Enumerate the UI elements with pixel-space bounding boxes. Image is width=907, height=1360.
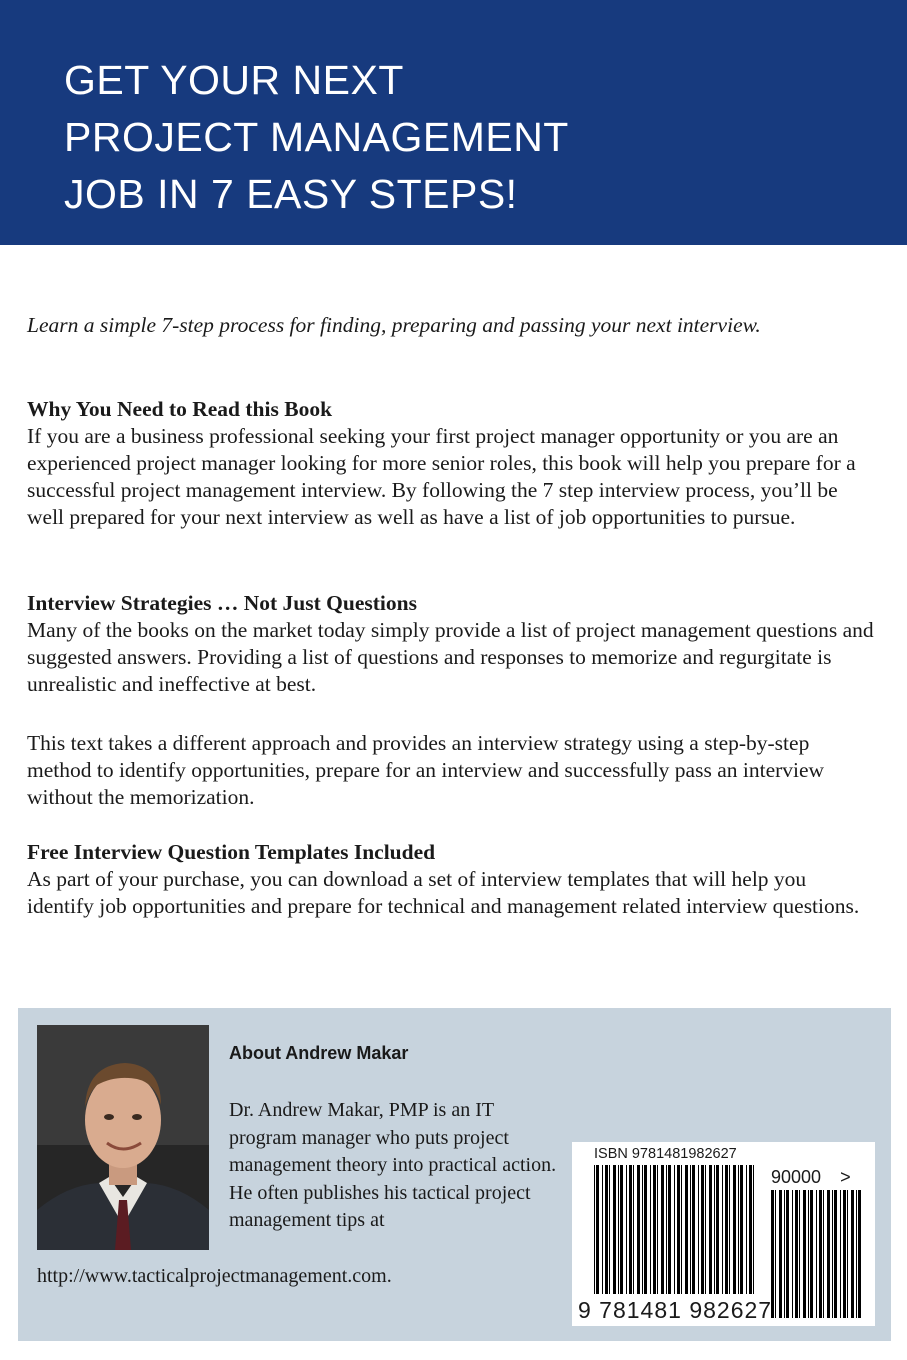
barcode-bar — [701, 1165, 704, 1294]
barcode-bar — [674, 1165, 675, 1294]
barcode-bar — [799, 1190, 800, 1318]
barcode-bar — [733, 1165, 736, 1294]
barcode-bar — [749, 1165, 752, 1294]
barcode-bar — [779, 1190, 782, 1318]
barcode-bar — [605, 1165, 608, 1294]
barcode-bar — [753, 1165, 754, 1294]
barcode-bar — [618, 1165, 619, 1294]
barcode-bar — [609, 1165, 610, 1294]
barcode-bar — [738, 1165, 739, 1294]
about-author-heading: About Andrew Makar — [229, 1043, 409, 1063]
barcode-bar — [657, 1165, 658, 1294]
barcode-bar — [650, 1165, 651, 1294]
barcode-bar — [808, 1190, 809, 1318]
barcode-bar — [661, 1165, 664, 1294]
barcode-bar — [644, 1165, 647, 1294]
barcode-bar — [840, 1190, 841, 1318]
barcode-bar — [716, 1165, 719, 1294]
barcode-bar — [642, 1165, 643, 1294]
barcode-bar — [832, 1190, 833, 1318]
barcode-bar — [847, 1190, 848, 1318]
section-different-approach — [27, 730, 877, 811]
section-body: As part of your purchase, you can download a set of interview templates that will help you identify job opportunities and prepare for technical and management related interview questions. — [27, 867, 860, 918]
barcode-bar — [746, 1165, 747, 1294]
isbn-barcode — [572, 1142, 875, 1326]
barcode-bar — [690, 1165, 691, 1294]
barcode-bar — [602, 1165, 603, 1294]
barcode-bar — [709, 1165, 712, 1294]
barcode-bar — [685, 1165, 688, 1294]
barcode-addon — [771, 1167, 851, 1188]
barcode-bar — [722, 1165, 723, 1294]
barcode-bar — [705, 1165, 706, 1294]
barcode-bar — [856, 1190, 857, 1318]
section-heading: Free Interview Question Templates Included — [27, 840, 436, 864]
section-interview-strategies — [27, 590, 877, 698]
barcode-bar — [629, 1165, 632, 1294]
barcode-bar — [633, 1165, 634, 1294]
barcode-bar — [681, 1165, 682, 1294]
barcode-bar — [784, 1190, 785, 1318]
barcode-bar — [620, 1165, 623, 1294]
barcode-bar — [810, 1190, 813, 1318]
isbn-label: ISBN 9781481982627 — [594, 1146, 737, 1162]
barcode-bar — [795, 1190, 798, 1318]
barcode-bar — [851, 1190, 854, 1318]
section-body: If you are a business professional seeking your first project manager opportunity or you are an experienced project manager looking for more senior roles, this book will help you prepare for a successful project management interview. By following the 7 step interview process, you’ll be well prepared for your next interview as well as have a list of job opportunities to pursue. — [27, 424, 856, 529]
barcode-bar — [823, 1190, 824, 1318]
headline-line-1: GET YOUR NEXT — [64, 57, 404, 103]
barcode-bar — [816, 1190, 817, 1318]
barcode-bar — [834, 1190, 837, 1318]
barcode-bar — [714, 1165, 715, 1294]
barcode-bar — [725, 1165, 728, 1294]
barcode-bar — [668, 1165, 671, 1294]
barcode-bar — [729, 1165, 730, 1294]
barcode-addon-symbol: > — [840, 1167, 851, 1187]
barcode-bar — [775, 1190, 776, 1318]
barcode-bar — [677, 1165, 680, 1294]
cover-headline — [64, 52, 864, 223]
section-heading: Interview Strategies … Not Just Questions — [27, 591, 417, 615]
author-website-url: http://www.tacticalprojectmanagement.com. — [37, 1265, 392, 1287]
barcode-bar — [594, 1165, 595, 1294]
barcode-bar — [843, 1190, 846, 1318]
author-portrait-image — [37, 1025, 209, 1250]
barcode-addon-code: 90000 — [771, 1167, 822, 1187]
barcode-bar — [827, 1190, 830, 1318]
section-heading: Why You Need to Read this Book — [27, 397, 333, 421]
barcode-bar — [786, 1190, 789, 1318]
barcode-bar — [792, 1190, 793, 1318]
barcode-bar — [858, 1190, 861, 1318]
section-why-read — [27, 396, 877, 531]
headline-line-2: PROJECT MANAGEMENT — [64, 114, 569, 160]
section-body: This text takes a different approach and provides an interview strategy using a step-by-step method to identify opportunities, prepare for an interview and successfully pass an interview without the memorization. — [27, 731, 825, 809]
ean-digits: 9 781481 982627 — [578, 1297, 773, 1323]
barcode-bar — [653, 1165, 656, 1294]
barcode-bar — [666, 1165, 667, 1294]
author-photo — [37, 1025, 209, 1250]
section-body: Many of the books on the market today simply provide a list of project management questions and suggested answers. Providing a list of questions and responses to memorize and regurgitate is unrealistic and ineffective at best. — [27, 618, 874, 696]
barcode-bar — [692, 1165, 695, 1294]
barcode-bar — [613, 1165, 616, 1294]
section-free-templates — [27, 839, 877, 920]
barcode-bar — [626, 1165, 627, 1294]
barcode-bar — [740, 1165, 743, 1294]
intro-text: Learn a simple 7-step process for finding, preparing and passing your next interview. — [27, 313, 761, 337]
barcode-bar — [596, 1165, 599, 1294]
barcode-bar — [819, 1190, 822, 1318]
barcode-bar — [637, 1165, 640, 1294]
author-bio: Dr. Andrew Makar, PMP is an IT program manager who puts project management theory into practical action. He often publishes his tactical project management tips at — [229, 1099, 557, 1231]
headline-line-3: JOB IN 7 EASY STEPS! — [64, 171, 518, 217]
barcode-bar — [698, 1165, 699, 1294]
barcode-bar — [803, 1190, 806, 1318]
